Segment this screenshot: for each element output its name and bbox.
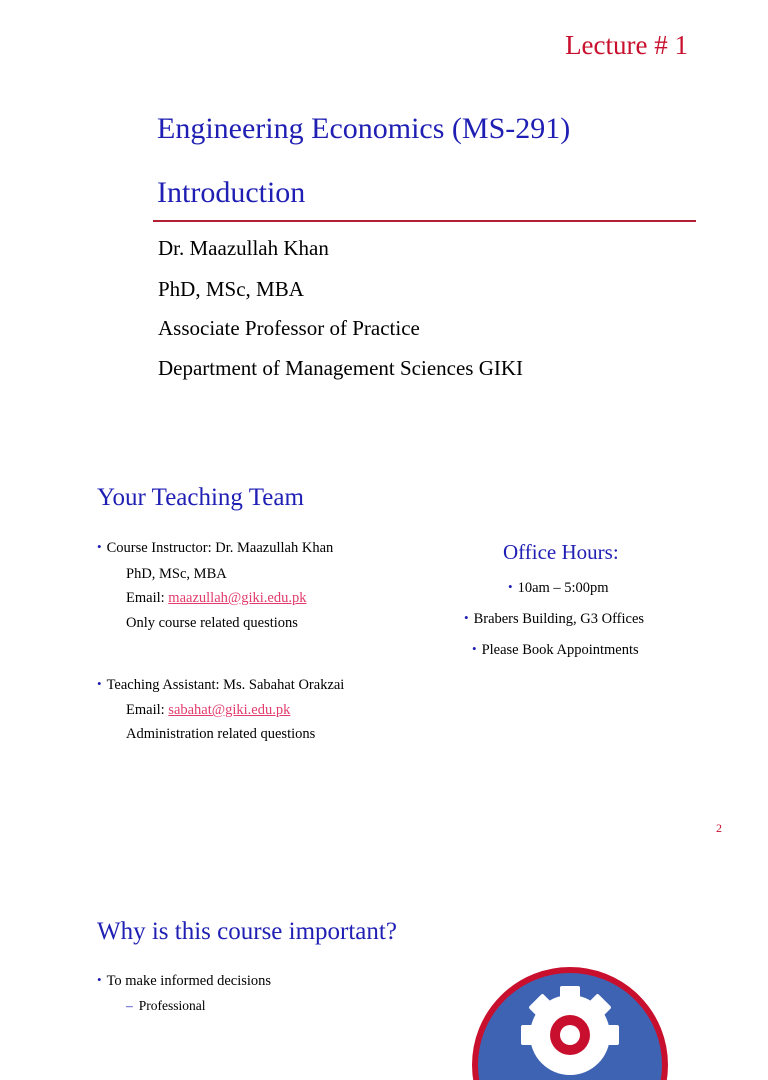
office-hours-heading: Office Hours:: [503, 540, 619, 564]
office-hours-location-text: Brabers Building, G3 Offices: [473, 611, 645, 627]
office-hours-appointments: [472, 642, 639, 659]
instructor-email-line: [126, 590, 306, 607]
assistant-email-line: [126, 702, 290, 719]
office-hours-appointments-text: Please Book Appointments: [481, 642, 639, 658]
bullet-icon: •: [472, 641, 477, 656]
assistant-bullet: [97, 677, 344, 694]
why-important-heading: Why is this course important?: [97, 918, 397, 945]
course-title: Engineering Economics (MS-291): [157, 112, 571, 145]
professional-sub-bullet: [126, 998, 206, 1014]
bullet-icon: •: [464, 610, 469, 625]
lecture-number: Lecture # 1: [565, 30, 688, 60]
instructor-note: Only course related questions: [126, 615, 298, 631]
gear-icon: [470, 960, 670, 1080]
instructor-bullet: [97, 540, 333, 557]
office-hours-time: [508, 580, 609, 597]
instructor-degrees-line: PhD, MSc, MBA: [126, 566, 227, 582]
bullet-icon: •: [97, 676, 102, 691]
bullet-icon: •: [508, 579, 513, 594]
assistant-bullet-text: Teaching Assistant: Ms. Sabahat Orakzai: [106, 677, 345, 693]
decisions-bullet: [97, 973, 271, 990]
bullet-icon: •: [97, 539, 102, 554]
instructor-bullet-text: Course Instructor: Dr. Maazullah Khan: [106, 540, 334, 556]
decisions-bullet-text: To make informed decisions: [106, 973, 272, 989]
section-title: Introduction: [157, 176, 306, 209]
dash-icon: –: [126, 998, 133, 1013]
instructor-name: Dr. Maazullah Khan: [158, 236, 329, 260]
office-hours-location: [464, 611, 644, 628]
instructor-email-link[interactable]: maazullah@giki.edu.pk: [168, 590, 307, 606]
instructor-department: Department of Management Sciences GIKI: [158, 356, 524, 380]
title-divider: [153, 220, 696, 222]
assistant-note: Administration related questions: [126, 726, 316, 742]
instructor-position: Associate Professor of Practice: [158, 316, 420, 340]
email-label: Email:: [126, 702, 169, 718]
instructor-degrees: PhD, MSc, MBA: [158, 277, 304, 301]
professional-sub-bullet-text: Professional: [138, 998, 206, 1013]
assistant-email-link[interactable]: sabahat@giki.edu.pk: [168, 702, 291, 718]
page-number: 2: [716, 821, 722, 835]
office-hours-time-text: 10am – 5:00pm: [517, 580, 609, 596]
email-label: Email:: [126, 590, 169, 606]
bullet-icon: •: [97, 972, 102, 987]
gear-hub-center: [560, 1025, 580, 1045]
teaching-team-heading: Your Teaching Team: [97, 484, 304, 511]
